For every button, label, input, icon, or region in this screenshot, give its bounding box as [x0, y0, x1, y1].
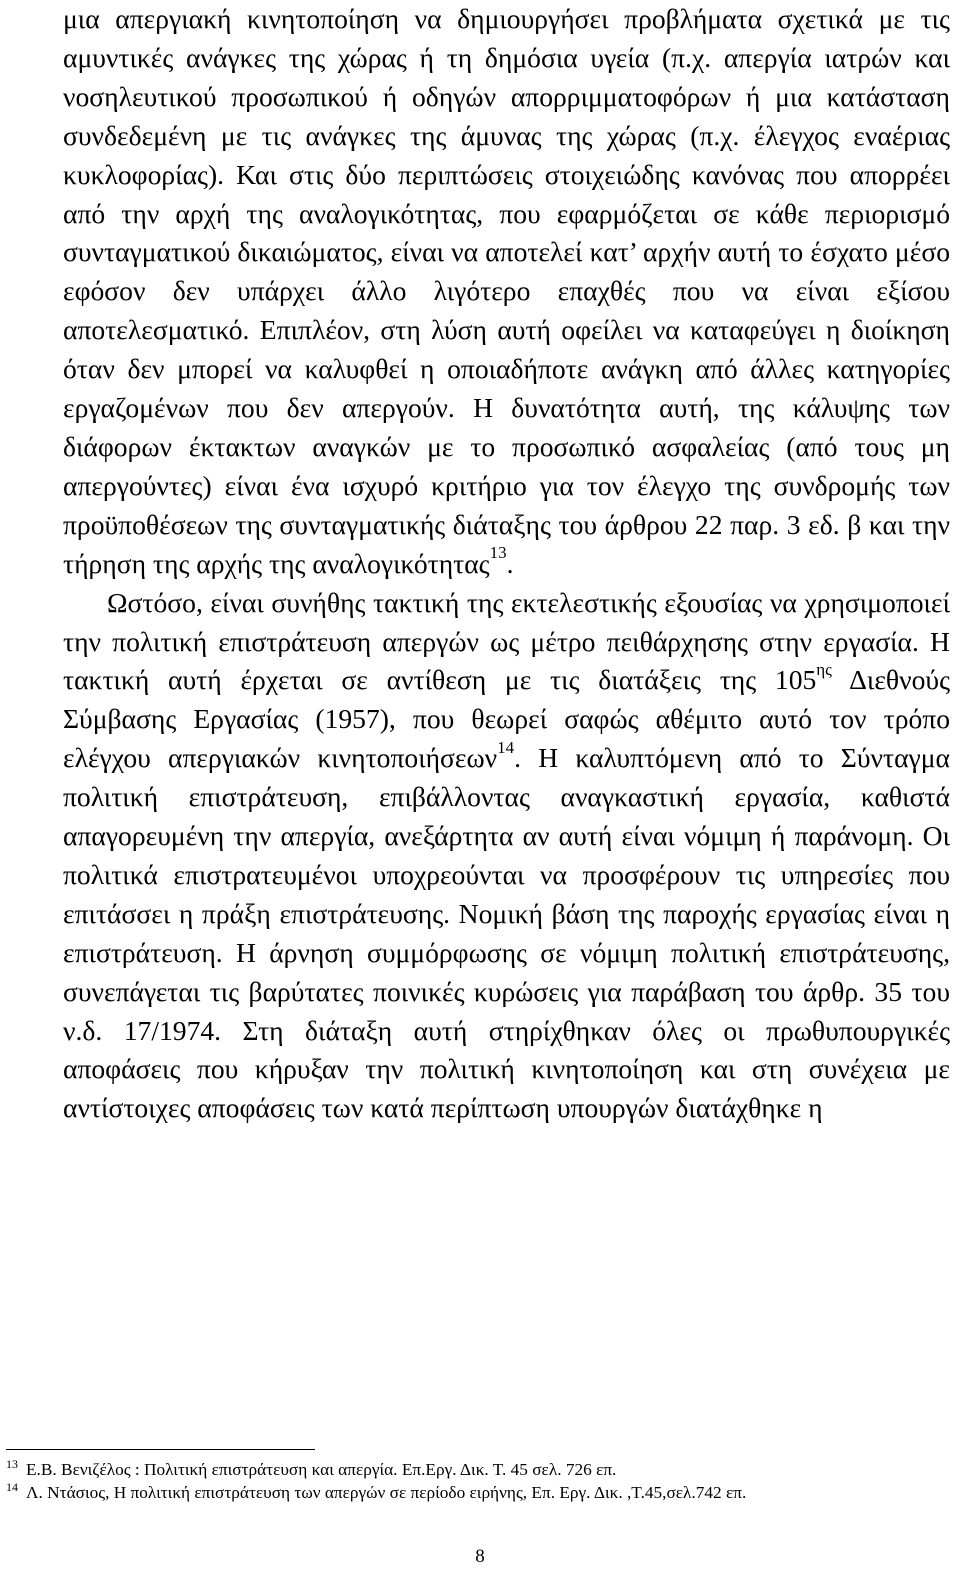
- footnote-number: 13: [6, 1457, 18, 1472]
- page-number: 8: [475, 1546, 485, 1567]
- paragraph-text: .: [506, 547, 514, 579]
- body-text: [63, 0, 950, 1128]
- footnote-reference-14[interactable]: 14: [497, 737, 515, 757]
- footnote-number: 14: [6, 1480, 18, 1495]
- paragraph-text: μια απεργιακή κινητοποίηση να δημιουργήσει προβλήματα σχετικά με τις αμυντικές ανάγκες της χώρας ή τη δημόσια υγεία (π.χ. απεργία ιατρών και νοσηλευτικού προσωπικού ή οδηγών απορριμματοφόρων ή μια κατάσταση συνδεδεμένη με τις ανάγκες της άμυνας της χώρας (π.χ. έλεγχος εναέριας κυκλοφορίας). Και στις δύο περιπτώσεις στοιχειώδης κανόνας που απορρέει από την αρχή της αναλογικότητας, που εφαρμόζεται σε κάθε περιορισμό συνταγματικού δικαιώματος, είναι να αποτελεί κατ’ αρχήν αυτή το έσχατο μέσο εφόσον δεν υπάρχει άλλο λιγότερο επαχθές που να είναι εξίσου αποτελεσματικό. Επιπλέον, στη λύση αυτή οφείλει να καταφεύγει η διοίκηση όταν δεν μπορεί να καλυφθεί η οποιαδήποτε ανάγκη από άλλες κατηγορίες εργαζομένων που δεν απεργούν. Η δυνατότητα αυτή, της κάλυψης των διάφορων έκτακτων αναγκών με το προσωπικό ασφαλείας (από τους μη απεργούντες) είναι ένα ισχυρό κριτήριο για τον έλεγχο της συνδρομής των προϋποθέσεων της συνταγματικής διάταξης του άρθρου 22 παρ. 3 εδ. β και την τήρηση της αρχής της αναλογικότητας: [63, 3, 950, 579]
- paragraph-2: [63, 584, 950, 1129]
- footnote-13: [6, 1458, 946, 1481]
- footnotes: [6, 1458, 946, 1504]
- footnote-separator: [6, 1449, 315, 1450]
- paragraph-text: Διεθνούς Σύμβασης Εργασίας (1957), που θεωρεί σαφώς αθέμιτο αυτό τον τρόπο ελέγχου απεργιακών κινητοποιήσεων: [63, 664, 950, 774]
- footnote-14: [6, 1481, 946, 1504]
- paragraph-text: . Η καλυπτόμενη από το Σύνταγμα πολιτική επιστράτευση, επιβάλλοντας αναγκαστική εργασία, καθιστά απαγορευμένη την απεργία, ανεξάρτητα αν αυτή είναι νόμιμη ή παράνομη. Οι πολιτικά επιστρατευμένοι υποχρεούνται να προσφέρουν τις υπηρεσίες που επιτάσσει η πράξη επιστράτευσης. Νομική βάση της παροχής εργασίας είναι η επιστράτευση. Η άρνηση συμμόρφωσης σε νόμιμη πολιτική επιστράτευσης, συνεπάγεται τις βαρύτατες ποινικές κυρώσεις για παράβαση του άρθρ. 35 του ν.δ. 17/1974. Στη διάταξη αυτή στηρίχθηκαν όλες οι πρωθυπουργικές αποφάσεις που κήρυξαν την πολιτική κινητοποίηση και στη συνέχεια με αντίστοιχες αποφάσεις των κατά περίπτωση υπουργών διατάχθηκε η: [63, 742, 950, 1124]
- footnote-text: Ε.Β. Βενιζέλος : Πολιτική επιστράτευση και απεργία. Επ.Εργ. Δικ. Τ. 45 σελ. 726 επ.: [26, 1460, 617, 1479]
- ordinal-superscript: ης: [816, 659, 832, 679]
- paragraph-1: [63, 0, 950, 584]
- footnote-reference-13[interactable]: 13: [489, 543, 507, 563]
- footnote-text: Λ. Ντάσιος, Η πολιτική επιστράτευση των απεργών σε περίοδο ειρήνης, Επ. Εργ. Δικ. ,Τ.45,σελ.742 επ.: [26, 1483, 747, 1502]
- paragraph-text: Ωστόσο, είναι συνήθης τακτική της εκτελεστικής εξουσίας να χρησιμοποιεί την πολιτική επιστράτευση απεργών ως μέτρο πειθάρχησης στην εργασία. Η τακτική αυτή έρχεται σε αντίθεση με τις διατάξεις της 105: [63, 586, 950, 696]
